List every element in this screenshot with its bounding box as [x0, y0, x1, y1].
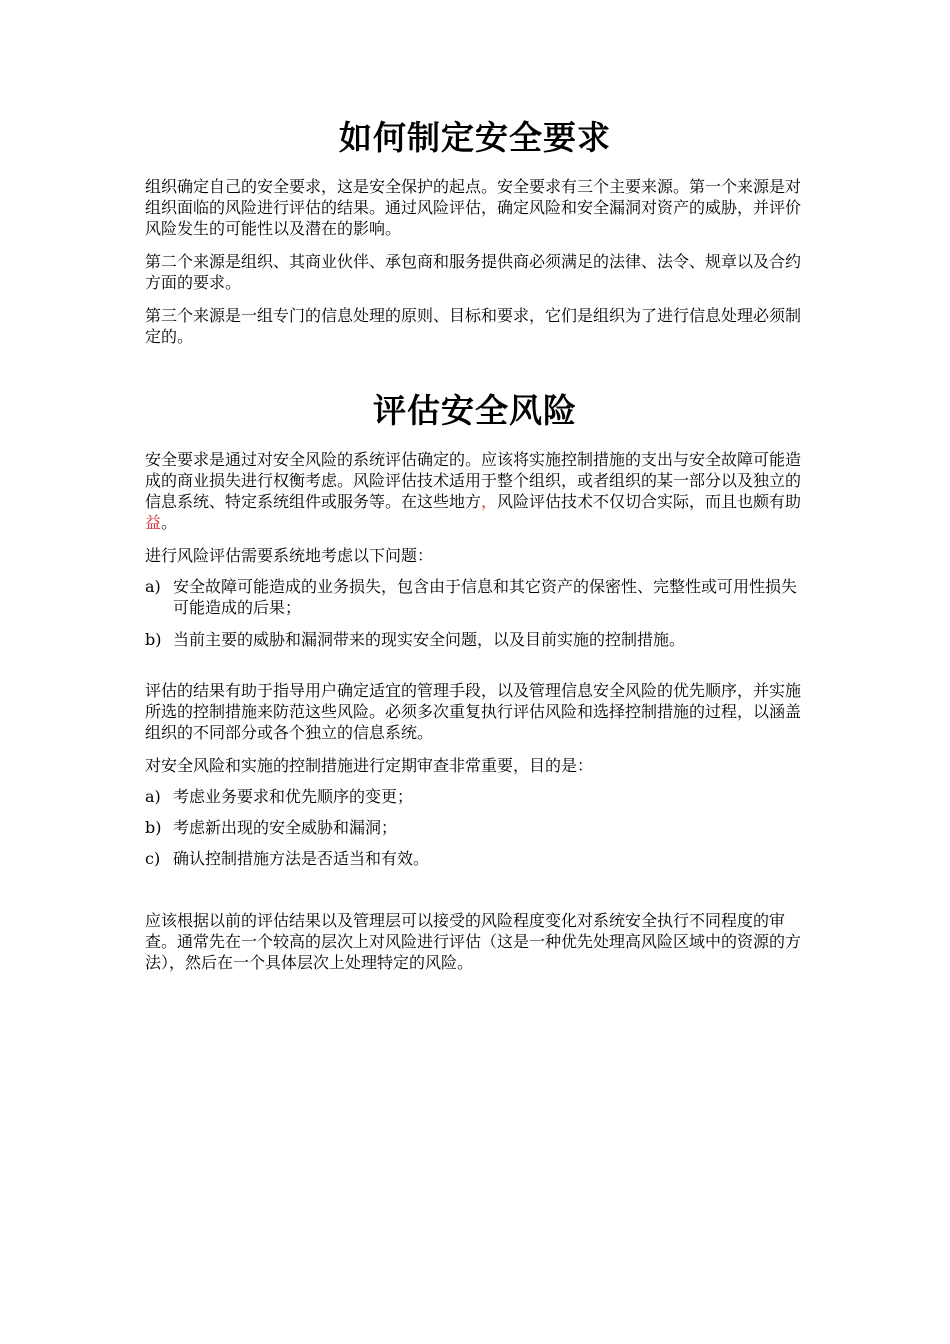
list-marker: b)	[145, 818, 162, 837]
paragraph	[145, 305, 810, 347]
paragraph	[145, 251, 810, 293]
paragraph-text: 组织确定自己的安全要求，这是安全保护的起点。安全要求有三个主要来源。第一个来源是对组织面临的风险进行评估的结果。通过风险评估，确定风险和安全漏洞对资产的威胁，并评价风险发生的可能性以及潜在的影响。	[145, 177, 802, 238]
highlighted-text: ，	[481, 492, 498, 511]
paragraph	[145, 680, 810, 743]
list-item	[145, 629, 810, 650]
highlighted-text: 益	[145, 513, 162, 532]
list-item	[145, 786, 810, 807]
list-marker: a)	[145, 787, 161, 806]
list-item	[145, 848, 810, 869]
paragraph-text: 对安全风险和实施的控制措施进行定期审查非常重要，目的是：	[145, 756, 594, 775]
list-item-text: 确认控制措施方法是否适当和有效。	[173, 849, 430, 868]
paragraph-text: 评估的结果有助于指导用户确定适宜的管理手段，以及管理信息安全风险的优先顺序，并实施所选的控制措施来防范这些风险。必须多次重复执行评估风险和选择控制措施的过程，以涵盖组织的不同部分或各个独立的信息系统。	[145, 681, 802, 742]
list-marker: c)	[145, 849, 161, 868]
list-item-text: 安全故障可能造成的业务损失，包含由于信息和其它资产的保密性、完整性或可用性损失可能造成的后果；	[173, 577, 798, 617]
text-run: 安全要求是通过对安全风险的系统评估确定的。应该将实施控制措施的支出与安全故障可能造成的商业损失进行权衡考虑。风险评估技术适用于整个组织，或者组织的某一部分以及独立的信息系统、特定系统组件或服务等。在这些地方	[145, 450, 802, 511]
paragraph-text: 进行风险评估需要系统地考虑以下问题：	[145, 546, 434, 565]
text-run: 风险评估技术不仅切合实际，而且也颇有助	[497, 492, 802, 511]
section-title-assess-risk: 评估安全风险	[373, 391, 577, 430]
section-title-security-requirements: 如何制定安全要求	[339, 118, 611, 157]
list-item	[145, 817, 810, 838]
paragraph-text: 应该根据以前的评估结果以及管理层可以接受的风险程度变化对系统安全执行不同程度的审查。通常先在一个较高的层次上对风险进行评估（这是一种优先处理高风险区域中的资源的方法），然后在一个具体层次上处理特定的风险。	[145, 911, 802, 972]
paragraph	[145, 449, 810, 533]
list-item-text: 当前主要的威胁和漏洞带来的现实安全问题，以及目前实施的控制措施。	[173, 630, 686, 649]
list-marker: b)	[145, 630, 162, 649]
paragraph	[145, 755, 810, 776]
paragraph-text: 第二个来源是组织、其商业伙伴、承包商和服务提供商必须满足的法律、法令、规章以及合约方面的要求。	[145, 252, 802, 292]
paragraph	[145, 545, 810, 566]
paragraph-text: 第三个来源是一组专门的信息处理的原则、目标和要求，它们是组织为了进行信息处理必须制定的。	[145, 306, 802, 346]
paragraph	[145, 910, 810, 973]
text-run: 。	[161, 513, 178, 532]
list-item	[145, 576, 810, 618]
list-item-text: 考虑新出现的安全威胁和漏洞；	[173, 818, 398, 837]
paragraph	[145, 176, 810, 239]
list-item-text: 考虑业务要求和优先顺序的变更；	[173, 787, 414, 806]
list-marker: a)	[145, 577, 161, 596]
paragraph-text	[145, 449, 810, 533]
